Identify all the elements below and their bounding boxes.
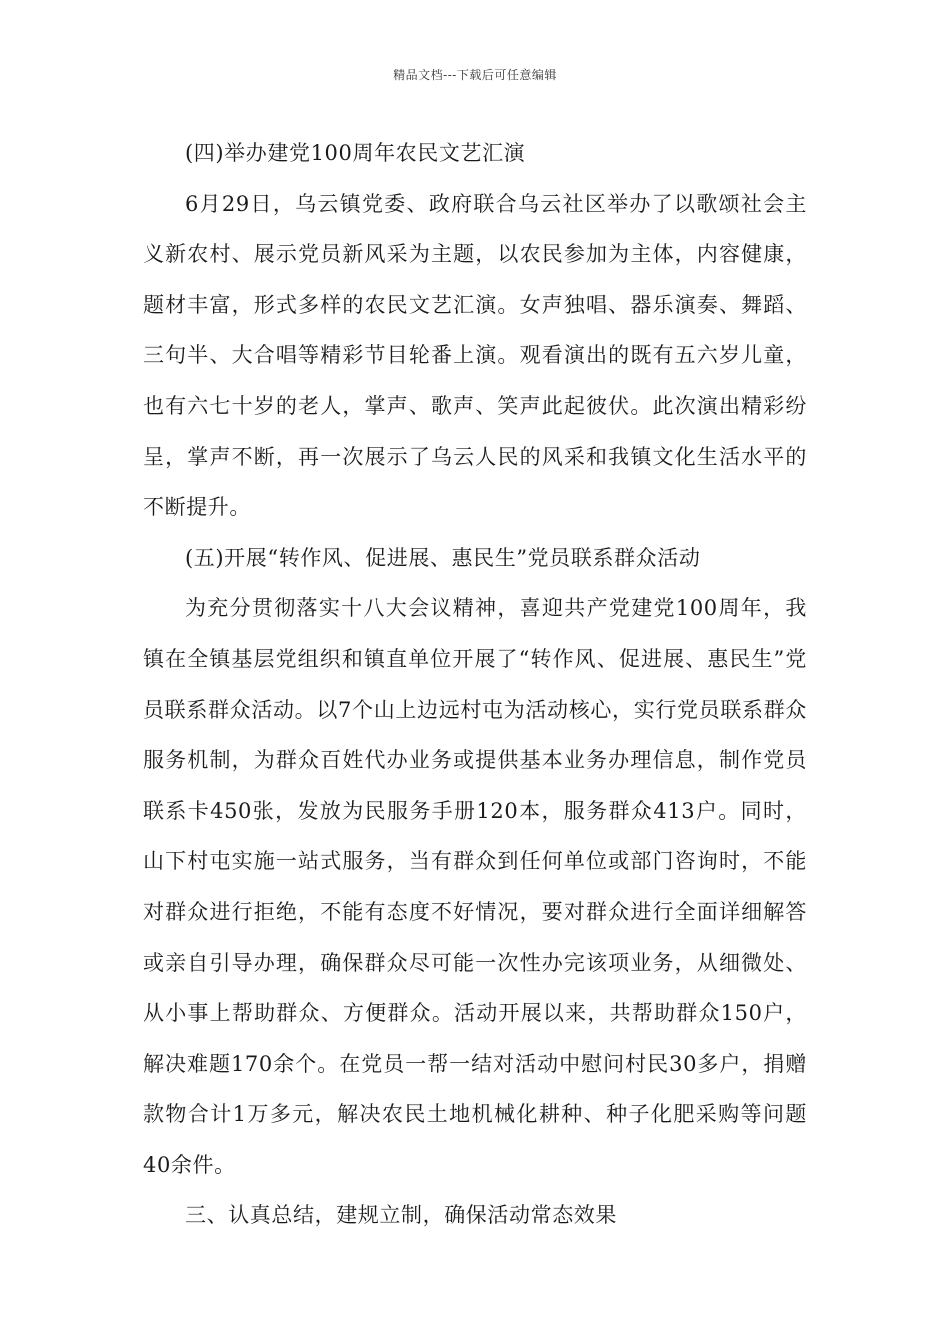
page-header: 精品文档---下载后可任意编辑: [393, 68, 557, 82]
section-heading-three: 三、认真总结，建规立制，确保活动常态效果: [185, 1203, 617, 1228]
paragraph-party-activity: 为充分贯彻落实十八大会议精神，喜迎共产党建党100周年，我镇在全镇基层党组织和镇直单位开展了“转作风、促进展、惠民生”党员联系群众活动。以7个山上边远村屯为活动核心，实行党员联系群众服务机制，为群众百姓代办业务或提供基本业务办理信息，制作党员联系卡450张，发放为民服务手册120本，服务群众413户。同时，山下村屯实施一站式服务，当有群众到任何单位或部门咨询时，不能对群众进行拒绝，不能有态度不好情况，要对群众进行全面详细解答或亲自引导办理，确保群众尽可能一次性办完该项业务，从细微处、从小事上帮助群众、方便群众。活动开展以来，共帮助群众150户，解决难题170余个。在党员一帮一结对活动中慰问村民30多户，捐赠款物合计1万多元，解决农民土地机械化耕种、种子化肥采购等问题40余件。: [143, 596, 807, 1177]
section-heading-five: (五)开展“转作风、促进展、惠民生”党员联系群众活动: [185, 545, 701, 570]
document-body: [143, 128, 807, 1241]
paragraph-performance: 6月29日，乌云镇党委、政府联合乌云社区举办了以歌颂社会主义新农村、展示党员新风采为主题，以农民参加为主体，内容健康，题材丰富，形式多样的农民文艺汇演。女声独唱、器乐演奏、舞蹈、三句半、大合唱等精彩节目轮番上演。观看演出的既有五六岁儿童，也有六七十岁的老人，掌声、歌声、笑声此起彼伏。此次演出精彩纷呈，掌声不断，再一次展示了乌云人民的风采和我镇文化生活水平的不断提升。: [143, 191, 807, 520]
section-heading-four: (四)举办建党100周年农民文艺汇演: [185, 141, 526, 165]
